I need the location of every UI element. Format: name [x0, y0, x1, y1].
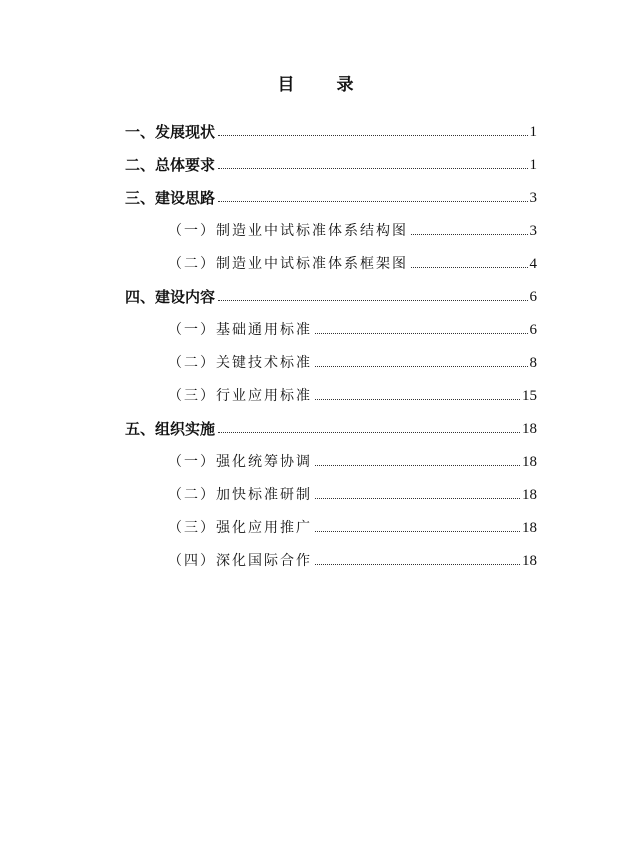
toc-entry-subsection[interactable] — [168, 549, 537, 571]
toc-entry-label: 一、发展现状 — [125, 123, 216, 141]
toc-page-number: 18 — [522, 520, 537, 536]
toc-entry-subsection[interactable] — [168, 318, 537, 340]
dot-leader — [218, 431, 520, 433]
toc-page-number: 18 — [522, 487, 537, 503]
toc-entry-label: （一）强化统筹协调 — [168, 454, 312, 470]
toc-page-number: 18 — [522, 421, 537, 437]
toc-entry-section-2[interactable] — [125, 153, 537, 175]
toc-page-number: 1 — [529, 124, 537, 140]
toc-page-number: 6 — [529, 289, 537, 305]
toc-page-number: 4 — [529, 256, 537, 272]
toc-entry-label: 二、总体要求 — [125, 156, 216, 174]
dot-leader — [315, 563, 520, 565]
toc-entry-subsection[interactable] — [168, 384, 537, 406]
toc-entry-label: （二）加快标准研制 — [168, 487, 312, 503]
toc-entry-label: （一）制造业中试标准体系结构图 — [168, 223, 408, 239]
toc-entry-subsection[interactable] — [168, 450, 537, 472]
dot-leader — [218, 167, 527, 169]
dot-leader — [315, 332, 528, 334]
toc-entry-subsection[interactable] — [168, 483, 537, 505]
dot-leader — [315, 464, 520, 466]
toc-page-number: 8 — [529, 355, 537, 371]
toc-page-number: 18 — [522, 454, 537, 470]
toc-entry-label: 四、建设内容 — [125, 288, 216, 306]
toc-page-number: 15 — [522, 388, 537, 404]
toc-entry-subsection[interactable] — [168, 351, 537, 373]
toc-entry-label: 三、建设思路 — [125, 189, 216, 207]
toc-page-number: 1 — [529, 157, 537, 173]
dot-leader — [218, 200, 527, 202]
toc-entry-subsection[interactable] — [168, 252, 537, 274]
toc-entry-section-3[interactable] — [125, 186, 537, 208]
dot-leader — [218, 299, 527, 301]
toc-page-number: 18 — [522, 553, 537, 569]
dot-leader — [411, 233, 528, 235]
toc-entry-section-1[interactable] — [125, 120, 537, 142]
toc-entry-section-4[interactable] — [125, 285, 537, 307]
dot-leader — [411, 266, 528, 268]
toc-title: 目 录 — [277, 75, 372, 95]
dot-leader — [218, 134, 527, 136]
toc-entry-label: （四）深化国际合作 — [168, 553, 312, 569]
toc-entry-subsection[interactable] — [168, 516, 537, 538]
dot-leader — [315, 497, 520, 499]
dot-leader — [315, 530, 520, 532]
toc-entry-label: （三）行业应用标准 — [168, 388, 312, 404]
toc-page-number: 3 — [529, 223, 537, 239]
toc-entry-label: （三）强化应用推广 — [168, 520, 312, 536]
toc-page-number: 3 — [529, 190, 537, 206]
toc-entry-label: （二）制造业中试标准体系框架图 — [168, 256, 408, 272]
toc-entry-subsection[interactable] — [168, 219, 537, 241]
toc-entry-label: 五、组织实施 — [125, 420, 216, 438]
toc-entry-label: （一）基础通用标准 — [168, 322, 312, 338]
dot-leader — [315, 398, 520, 400]
toc-entry-section-5[interactable] — [125, 417, 537, 439]
toc-entry-label: （二）关键技术标准 — [168, 355, 312, 371]
toc-page-number: 6 — [529, 322, 537, 338]
dot-leader — [315, 365, 528, 367]
